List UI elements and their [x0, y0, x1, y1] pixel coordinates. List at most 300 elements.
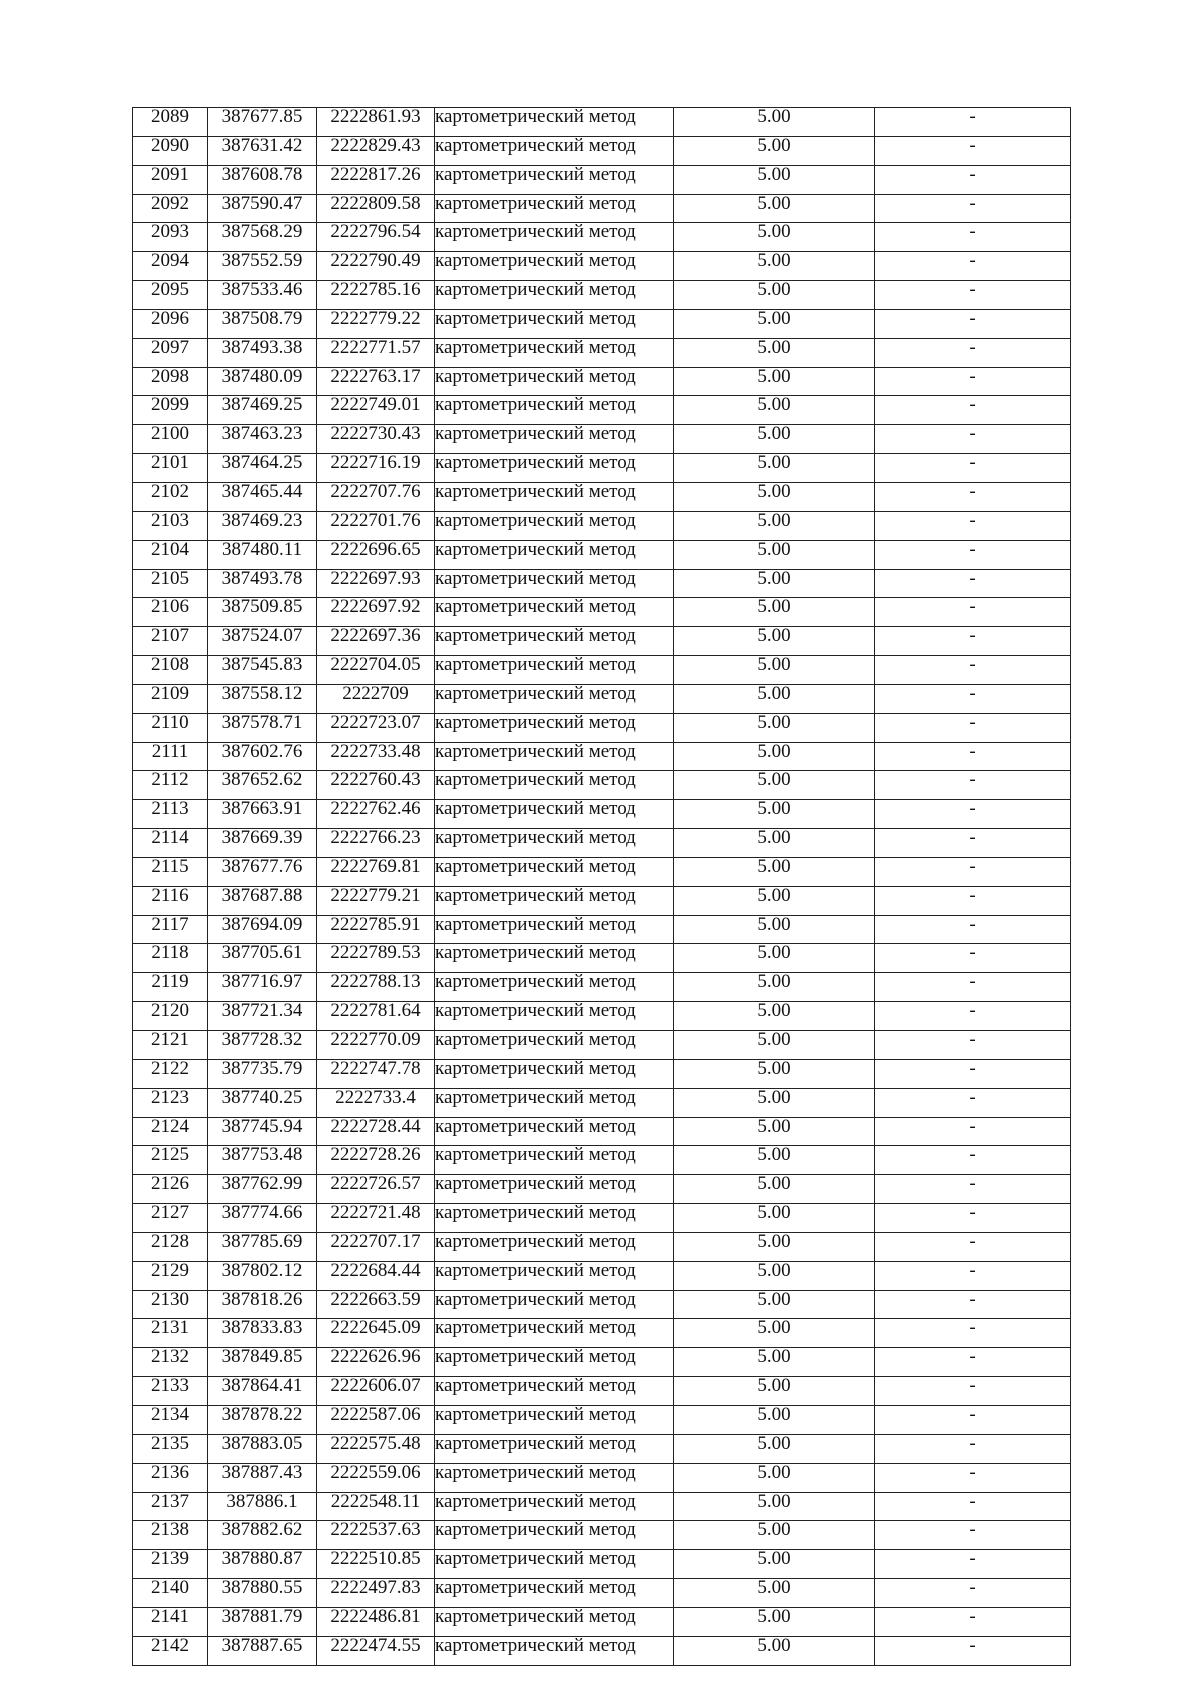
accuracy-cell: 5.00	[674, 1204, 875, 1233]
method-cell: картометрический метод	[435, 425, 674, 454]
note-cell: -	[875, 281, 1071, 310]
x-coordinate-cell: 387545.83	[208, 656, 317, 685]
x-coordinate-cell: 387882.62	[208, 1521, 317, 1550]
y-coordinate-cell: 2222790.49	[317, 252, 435, 281]
point-number-cell: 2094	[133, 252, 208, 281]
x-coordinate-cell: 387469.25	[208, 396, 317, 425]
note-cell: -	[875, 1377, 1071, 1406]
table-row	[133, 367, 1071, 396]
note-cell: -	[875, 1607, 1071, 1636]
point-number-cell: 2110	[133, 713, 208, 742]
note-cell: -	[875, 223, 1071, 252]
note-cell: -	[875, 1146, 1071, 1175]
x-coordinate-cell: 387849.85	[208, 1348, 317, 1377]
coordinates-table	[132, 107, 1071, 1666]
point-number-cell: 2100	[133, 425, 208, 454]
x-coordinate-cell: 387880.55	[208, 1579, 317, 1608]
y-coordinate-cell: 2222728.26	[317, 1146, 435, 1175]
note-cell: -	[875, 309, 1071, 338]
point-number-cell: 2096	[133, 309, 208, 338]
table-row	[133, 1636, 1071, 1665]
point-number-cell: 2104	[133, 540, 208, 569]
point-number-cell: 2126	[133, 1175, 208, 1204]
point-number-cell: 2090	[133, 136, 208, 165]
table-row	[133, 1204, 1071, 1233]
y-coordinate-cell: 2222497.83	[317, 1579, 435, 1608]
x-coordinate-cell: 387602.76	[208, 742, 317, 771]
table-row	[133, 973, 1071, 1002]
accuracy-cell: 5.00	[674, 1146, 875, 1175]
method-cell: картометрический метод	[435, 1434, 674, 1463]
accuracy-cell: 5.00	[674, 1319, 875, 1348]
table-row	[133, 1521, 1071, 1550]
x-coordinate-cell: 387728.32	[208, 1031, 317, 1060]
table-row	[133, 1290, 1071, 1319]
point-number-cell: 2098	[133, 367, 208, 396]
table-row	[133, 1319, 1071, 1348]
point-number-cell: 2111	[133, 742, 208, 771]
method-cell: картометрический метод	[435, 1261, 674, 1290]
y-coordinate-cell: 2222733.4	[317, 1088, 435, 1117]
y-coordinate-cell: 2222709	[317, 684, 435, 713]
y-coordinate-cell: 2222796.54	[317, 223, 435, 252]
note-cell: -	[875, 713, 1071, 742]
y-coordinate-cell: 2222697.36	[317, 627, 435, 656]
table-row	[133, 194, 1071, 223]
x-coordinate-cell: 387493.38	[208, 338, 317, 367]
x-coordinate-cell: 387886.1	[208, 1492, 317, 1521]
table-row	[133, 829, 1071, 858]
table-row	[133, 1232, 1071, 1261]
accuracy-cell: 5.00	[674, 1031, 875, 1060]
x-coordinate-cell: 387694.09	[208, 915, 317, 944]
x-coordinate-cell: 387887.65	[208, 1636, 317, 1665]
accuracy-cell: 5.00	[674, 1232, 875, 1261]
point-number-cell: 2107	[133, 627, 208, 656]
x-coordinate-cell: 387533.46	[208, 281, 317, 310]
y-coordinate-cell: 2222587.06	[317, 1405, 435, 1434]
table-row	[133, 857, 1071, 886]
table-row	[133, 281, 1071, 310]
note-cell: -	[875, 194, 1071, 223]
note-cell: -	[875, 367, 1071, 396]
y-coordinate-cell: 2222559.06	[317, 1463, 435, 1492]
table-row	[133, 136, 1071, 165]
note-cell: -	[875, 1348, 1071, 1377]
y-coordinate-cell: 2222769.81	[317, 857, 435, 886]
accuracy-cell: 5.00	[674, 511, 875, 540]
method-cell: картометрический метод	[435, 338, 674, 367]
y-coordinate-cell: 2222626.96	[317, 1348, 435, 1377]
note-cell: -	[875, 1088, 1071, 1117]
point-number-cell: 2102	[133, 482, 208, 511]
x-coordinate-cell: 387774.66	[208, 1204, 317, 1233]
note-cell: -	[875, 857, 1071, 886]
x-coordinate-cell: 387524.07	[208, 627, 317, 656]
point-number-cell: 2127	[133, 1204, 208, 1233]
accuracy-cell: 5.00	[674, 1002, 875, 1031]
point-number-cell: 2114	[133, 829, 208, 858]
accuracy-cell: 5.00	[674, 1261, 875, 1290]
x-coordinate-cell: 387818.26	[208, 1290, 317, 1319]
note-cell: -	[875, 598, 1071, 627]
x-coordinate-cell: 387878.22	[208, 1405, 317, 1434]
x-coordinate-cell: 387880.87	[208, 1550, 317, 1579]
accuracy-cell: 5.00	[674, 1377, 875, 1406]
accuracy-cell: 5.00	[674, 886, 875, 915]
method-cell: картометрический метод	[435, 1463, 674, 1492]
method-cell: картометрический метод	[435, 1290, 674, 1319]
method-cell: картометрический метод	[435, 800, 674, 829]
note-cell: -	[875, 1492, 1071, 1521]
accuracy-cell: 5.00	[674, 829, 875, 858]
note-cell: -	[875, 482, 1071, 511]
method-cell: картометрический метод	[435, 454, 674, 483]
table-row	[133, 944, 1071, 973]
method-cell: картометрический метод	[435, 396, 674, 425]
point-number-cell: 2128	[133, 1232, 208, 1261]
method-cell: картометрический метод	[435, 108, 674, 137]
note-cell: -	[875, 540, 1071, 569]
point-number-cell: 2103	[133, 511, 208, 540]
accuracy-cell: 5.00	[674, 627, 875, 656]
point-number-cell: 2117	[133, 915, 208, 944]
table-row	[133, 886, 1071, 915]
x-coordinate-cell: 387480.09	[208, 367, 317, 396]
method-cell: картометрический метод	[435, 1319, 674, 1348]
method-cell: картометрический метод	[435, 598, 674, 627]
y-coordinate-cell: 2222697.92	[317, 598, 435, 627]
x-coordinate-cell: 387705.61	[208, 944, 317, 973]
table-row	[133, 1175, 1071, 1204]
accuracy-cell: 5.00	[674, 281, 875, 310]
x-coordinate-cell: 387864.41	[208, 1377, 317, 1406]
point-number-cell: 2123	[133, 1088, 208, 1117]
method-cell: картометрический метод	[435, 713, 674, 742]
point-number-cell: 2116	[133, 886, 208, 915]
table-row	[133, 656, 1071, 685]
y-coordinate-cell: 2222771.57	[317, 338, 435, 367]
y-coordinate-cell: 2222762.46	[317, 800, 435, 829]
y-coordinate-cell: 2222684.44	[317, 1261, 435, 1290]
x-coordinate-cell: 387480.11	[208, 540, 317, 569]
x-coordinate-cell: 387463.23	[208, 425, 317, 454]
table-row	[133, 569, 1071, 598]
accuracy-cell: 5.00	[674, 915, 875, 944]
note-cell: -	[875, 165, 1071, 194]
point-number-cell: 2105	[133, 569, 208, 598]
accuracy-cell: 5.00	[674, 713, 875, 742]
table-row	[133, 482, 1071, 511]
point-number-cell: 2125	[133, 1146, 208, 1175]
accuracy-cell: 5.00	[674, 1607, 875, 1636]
note-cell: -	[875, 1175, 1071, 1204]
y-coordinate-cell: 2222696.65	[317, 540, 435, 569]
y-coordinate-cell: 2222829.43	[317, 136, 435, 165]
accuracy-cell: 5.00	[674, 944, 875, 973]
accuracy-cell: 5.00	[674, 1492, 875, 1521]
table-row	[133, 309, 1071, 338]
x-coordinate-cell: 387762.99	[208, 1175, 317, 1204]
note-cell: -	[875, 1059, 1071, 1088]
method-cell: картометрический метод	[435, 1175, 674, 1204]
y-coordinate-cell: 2222726.57	[317, 1175, 435, 1204]
table-row	[133, 1405, 1071, 1434]
method-cell: картометрический метод	[435, 742, 674, 771]
accuracy-cell: 5.00	[674, 973, 875, 1002]
method-cell: картометрический метод	[435, 973, 674, 1002]
x-coordinate-cell: 387735.79	[208, 1059, 317, 1088]
accuracy-cell: 5.00	[674, 684, 875, 713]
accuracy-cell: 5.00	[674, 540, 875, 569]
method-cell: картометрический метод	[435, 223, 674, 252]
table-row	[133, 684, 1071, 713]
x-coordinate-cell: 387568.29	[208, 223, 317, 252]
point-number-cell: 2108	[133, 656, 208, 685]
note-cell: -	[875, 1579, 1071, 1608]
x-coordinate-cell: 387578.71	[208, 713, 317, 742]
method-cell: картометрический метод	[435, 771, 674, 800]
point-number-cell: 2092	[133, 194, 208, 223]
table-row	[133, 627, 1071, 656]
x-coordinate-cell: 387721.34	[208, 1002, 317, 1031]
method-cell: картометрический метод	[435, 1377, 674, 1406]
y-coordinate-cell: 2222749.01	[317, 396, 435, 425]
note-cell: -	[875, 944, 1071, 973]
method-cell: картометрический метод	[435, 1204, 674, 1233]
table-row	[133, 1348, 1071, 1377]
y-coordinate-cell: 2222663.59	[317, 1290, 435, 1319]
table-row	[133, 1434, 1071, 1463]
note-cell: -	[875, 1636, 1071, 1665]
point-number-cell: 2140	[133, 1579, 208, 1608]
accuracy-cell: 5.00	[674, 771, 875, 800]
point-number-cell: 2118	[133, 944, 208, 973]
accuracy-cell: 5.00	[674, 1175, 875, 1204]
method-cell: картометрический метод	[435, 1550, 674, 1579]
y-coordinate-cell: 2222606.07	[317, 1377, 435, 1406]
y-coordinate-cell: 2222760.43	[317, 771, 435, 800]
method-cell: картометрический метод	[435, 1031, 674, 1060]
table-row	[133, 598, 1071, 627]
y-coordinate-cell: 2222537.63	[317, 1521, 435, 1550]
y-coordinate-cell: 2222781.64	[317, 1002, 435, 1031]
note-cell: -	[875, 1434, 1071, 1463]
accuracy-cell: 5.00	[674, 800, 875, 829]
accuracy-cell: 5.00	[674, 598, 875, 627]
note-cell: -	[875, 338, 1071, 367]
x-coordinate-cell: 387652.62	[208, 771, 317, 800]
table-row	[133, 1002, 1071, 1031]
note-cell: -	[875, 569, 1071, 598]
point-number-cell: 2101	[133, 454, 208, 483]
method-cell: картометрический метод	[435, 569, 674, 598]
y-coordinate-cell: 2222716.19	[317, 454, 435, 483]
y-coordinate-cell: 2222701.76	[317, 511, 435, 540]
method-cell: картометрический метод	[435, 1579, 674, 1608]
note-cell: -	[875, 915, 1071, 944]
y-coordinate-cell: 2222697.93	[317, 569, 435, 598]
note-cell: -	[875, 425, 1071, 454]
y-coordinate-cell: 2222789.53	[317, 944, 435, 973]
x-coordinate-cell: 387508.79	[208, 309, 317, 338]
accuracy-cell: 5.00	[674, 136, 875, 165]
table-row	[133, 165, 1071, 194]
method-cell: картометрический метод	[435, 915, 674, 944]
x-coordinate-cell: 387509.85	[208, 598, 317, 627]
point-number-cell: 2113	[133, 800, 208, 829]
note-cell: -	[875, 627, 1071, 656]
x-coordinate-cell: 387677.85	[208, 108, 317, 137]
y-coordinate-cell: 2222763.17	[317, 367, 435, 396]
table-row	[133, 1261, 1071, 1290]
y-coordinate-cell: 2222817.26	[317, 165, 435, 194]
method-cell: картометрический метод	[435, 136, 674, 165]
accuracy-cell: 5.00	[674, 1550, 875, 1579]
point-number-cell: 2136	[133, 1463, 208, 1492]
x-coordinate-cell: 387881.79	[208, 1607, 317, 1636]
point-number-cell: 2093	[133, 223, 208, 252]
point-number-cell: 2091	[133, 165, 208, 194]
note-cell: -	[875, 1405, 1071, 1434]
method-cell: картометрический метод	[435, 281, 674, 310]
accuracy-cell: 5.00	[674, 338, 875, 367]
table-row	[133, 1031, 1071, 1060]
accuracy-cell: 5.00	[674, 194, 875, 223]
table-row	[133, 771, 1071, 800]
table-row	[133, 1059, 1071, 1088]
note-cell: -	[875, 136, 1071, 165]
method-cell: картометрический метод	[435, 367, 674, 396]
x-coordinate-cell: 387493.78	[208, 569, 317, 598]
accuracy-cell: 5.00	[674, 1088, 875, 1117]
x-coordinate-cell: 387753.48	[208, 1146, 317, 1175]
x-coordinate-cell: 387887.43	[208, 1463, 317, 1492]
y-coordinate-cell: 2222770.09	[317, 1031, 435, 1060]
table-row	[133, 396, 1071, 425]
y-coordinate-cell: 2222474.55	[317, 1636, 435, 1665]
method-cell: картометрический метод	[435, 829, 674, 858]
table-row	[133, 1377, 1071, 1406]
accuracy-cell: 5.00	[674, 482, 875, 511]
method-cell: картометрический метод	[435, 1636, 674, 1665]
table-row	[133, 800, 1071, 829]
method-cell: картометрический метод	[435, 627, 674, 656]
x-coordinate-cell: 387669.39	[208, 829, 317, 858]
y-coordinate-cell: 2222707.17	[317, 1232, 435, 1261]
table-row	[133, 1088, 1071, 1117]
point-number-cell: 2135	[133, 1434, 208, 1463]
method-cell: картометрический метод	[435, 1348, 674, 1377]
x-coordinate-cell: 387552.59	[208, 252, 317, 281]
x-coordinate-cell: 387558.12	[208, 684, 317, 713]
note-cell: -	[875, 454, 1071, 483]
x-coordinate-cell: 387785.69	[208, 1232, 317, 1261]
method-cell: картометрический метод	[435, 165, 674, 194]
y-coordinate-cell: 2222645.09	[317, 1319, 435, 1348]
note-cell: -	[875, 829, 1071, 858]
note-cell: -	[875, 1463, 1071, 1492]
note-cell: -	[875, 1002, 1071, 1031]
point-number-cell: 2121	[133, 1031, 208, 1060]
accuracy-cell: 5.00	[674, 656, 875, 685]
y-coordinate-cell: 2222733.48	[317, 742, 435, 771]
x-coordinate-cell: 387833.83	[208, 1319, 317, 1348]
table-row	[133, 252, 1071, 281]
y-coordinate-cell: 2222861.93	[317, 108, 435, 137]
point-number-cell: 2106	[133, 598, 208, 627]
x-coordinate-cell: 387883.05	[208, 1434, 317, 1463]
accuracy-cell: 5.00	[674, 223, 875, 252]
method-cell: картометрический метод	[435, 1492, 674, 1521]
method-cell: картометрический метод	[435, 1232, 674, 1261]
x-coordinate-cell: 387608.78	[208, 165, 317, 194]
x-coordinate-cell: 387687.88	[208, 886, 317, 915]
y-coordinate-cell: 2222728.44	[317, 1117, 435, 1146]
note-cell: -	[875, 886, 1071, 915]
x-coordinate-cell: 387464.25	[208, 454, 317, 483]
y-coordinate-cell: 2222766.23	[317, 829, 435, 858]
y-coordinate-cell: 2222779.21	[317, 886, 435, 915]
note-cell: -	[875, 1290, 1071, 1319]
point-number-cell: 2139	[133, 1550, 208, 1579]
note-cell: -	[875, 684, 1071, 713]
accuracy-cell: 5.00	[674, 569, 875, 598]
point-number-cell: 2133	[133, 1377, 208, 1406]
y-coordinate-cell: 2222721.48	[317, 1204, 435, 1233]
x-coordinate-cell: 387631.42	[208, 136, 317, 165]
x-coordinate-cell: 387469.23	[208, 511, 317, 540]
point-number-cell: 2132	[133, 1348, 208, 1377]
y-coordinate-cell: 2222730.43	[317, 425, 435, 454]
method-cell: картометрический метод	[435, 1405, 674, 1434]
x-coordinate-cell: 387716.97	[208, 973, 317, 1002]
y-coordinate-cell: 2222809.58	[317, 194, 435, 223]
table-row	[133, 223, 1071, 252]
note-cell: -	[875, 771, 1071, 800]
point-number-cell: 2109	[133, 684, 208, 713]
note-cell: -	[875, 1117, 1071, 1146]
note-cell: -	[875, 800, 1071, 829]
note-cell: -	[875, 973, 1071, 1002]
method-cell: картометрический метод	[435, 1059, 674, 1088]
x-coordinate-cell: 387740.25	[208, 1088, 317, 1117]
table-row	[133, 338, 1071, 367]
method-cell: картометрический метод	[435, 886, 674, 915]
table-row	[133, 108, 1071, 137]
accuracy-cell: 5.00	[674, 1636, 875, 1665]
table-row	[133, 1579, 1071, 1608]
point-number-cell: 2095	[133, 281, 208, 310]
method-cell: картометрический метод	[435, 684, 674, 713]
point-number-cell: 2120	[133, 1002, 208, 1031]
note-cell: -	[875, 511, 1071, 540]
accuracy-cell: 5.00	[674, 252, 875, 281]
note-cell: -	[875, 656, 1071, 685]
y-coordinate-cell: 2222575.48	[317, 1434, 435, 1463]
point-number-cell: 2129	[133, 1261, 208, 1290]
accuracy-cell: 5.00	[674, 1579, 875, 1608]
note-cell: -	[875, 1319, 1071, 1348]
point-number-cell: 2122	[133, 1059, 208, 1088]
accuracy-cell: 5.00	[674, 309, 875, 338]
table-row	[133, 1492, 1071, 1521]
note-cell: -	[875, 252, 1071, 281]
point-number-cell: 2097	[133, 338, 208, 367]
y-coordinate-cell: 2222707.76	[317, 482, 435, 511]
point-number-cell: 2138	[133, 1521, 208, 1550]
accuracy-cell: 5.00	[674, 165, 875, 194]
